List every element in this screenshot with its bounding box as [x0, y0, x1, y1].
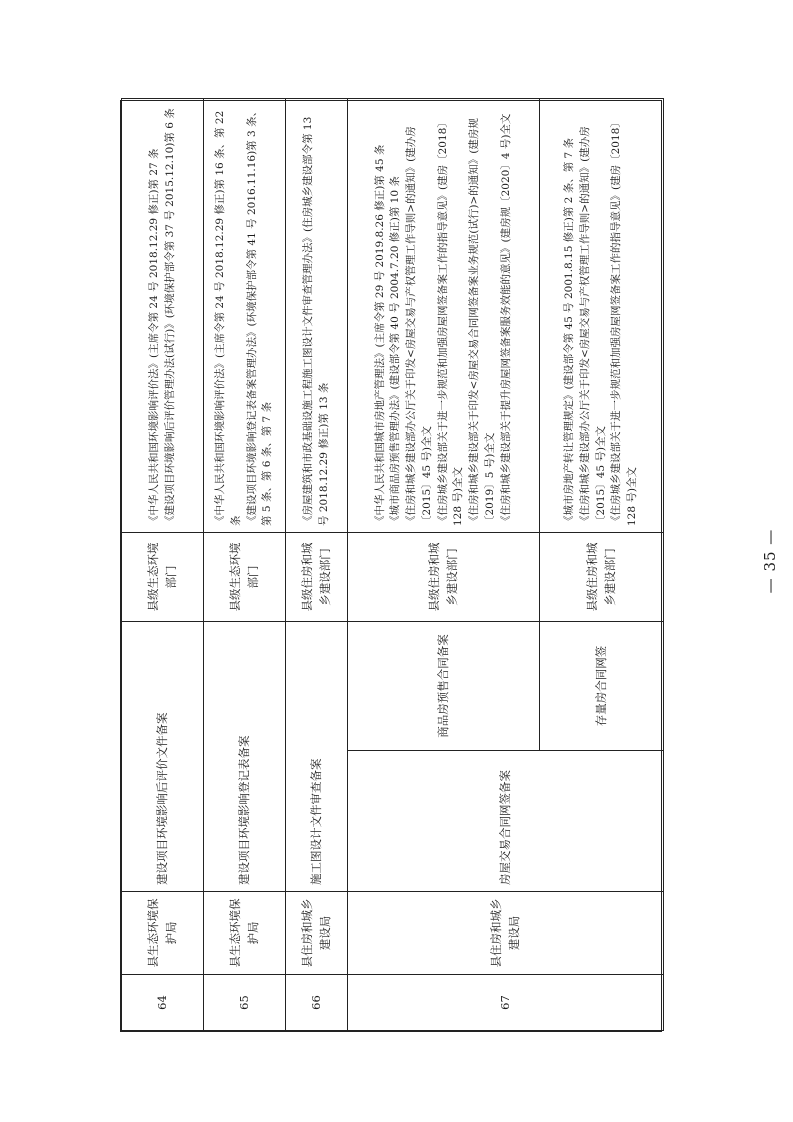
- basis-line: 《中华人民共和国城市房地产管理法》(主席令第 29 号 2019.8.26 修正)第 45 条: [373, 144, 386, 526]
- rotated-page-area: [120, 100, 662, 1032]
- basis-line: 《住房和城乡建设部关于提升房屋网签备案服务效能的意见》(建房规〔2020〕4 号)全文: [499, 113, 512, 526]
- basis-line: 《建设项目环境影响登记表备案管理办法》(环境保护部令第 41 号 2016.11.16)第 3 条、第 5 条、第 6 条、第 7 条: [245, 105, 274, 526]
- basis-line: 《中华人民共和国环境影响评价法》(主席令第 24 号 2018.12.29 修正)第 27 条: [147, 148, 160, 526]
- basis-cell: [204, 99, 286, 533]
- row-number: 65: [204, 975, 286, 1031]
- level-cell: 县级生态环境部门: [122, 533, 204, 622]
- sub-item-cell: 存量房合同网签: [540, 622, 664, 751]
- row-number: 64: [122, 975, 204, 1031]
- item-table-frame: [120, 100, 662, 1032]
- basis-line: 《住房城乡建设部关于进一步规范和加强房屋网签备案工作的指导意见》(建房〔2018〕128 号)全文: [610, 117, 639, 526]
- department-cell: 县住房和城乡建设局: [348, 892, 664, 975]
- basis-line: 《中华人民共和国环境影响评价法》(主席令第 24 号 2018.12.29 修正)第 16 条、第 22 条: [214, 110, 242, 526]
- department-cell: 县生态环境保护局: [122, 892, 204, 975]
- basis-line: 《城市房地产转让管理规定》(建设部令第 45 号 2001.8.15 修正)第 2 条、第 7 条: [563, 137, 576, 526]
- table-row: [204, 99, 286, 1031]
- table-row: [348, 99, 540, 1031]
- item-name-cell: 建设项目环境影响登记表备案: [204, 622, 286, 892]
- basis-line: 《建设项目环境影响后评价管理办法(试行)》(环境保护部令第 37 号 2015.12.10)第 6 条: [163, 108, 176, 526]
- basis-cell: [348, 99, 540, 533]
- basis-cell: [540, 99, 664, 533]
- basis-line: 《住房和城乡建设部关于印发<房屋交易合同网签备案业务规范(试行)>的通知》(建房规〔2019〕5 号)全文: [468, 118, 496, 526]
- table-row: [122, 99, 204, 1031]
- level-cell: 县级住房和城乡建设部门: [348, 533, 540, 622]
- row-number: 66: [286, 975, 348, 1031]
- basis-line: 《住房城乡建设部关于进一步规范和加强房屋网签备案工作的指导意见》(建房〔2018〕128 号)全文: [436, 117, 465, 526]
- basis-cell: [286, 99, 348, 533]
- item-name-cell: 建设项目环境影响后评价文件备案: [122, 622, 204, 892]
- item-table: [121, 98, 664, 1031]
- page-number: — 35 —: [761, 528, 779, 594]
- sub-item-cell: 商品房预售合同备案: [348, 622, 540, 751]
- item-name-cell: 房屋交易合同网签备案: [348, 751, 664, 892]
- department-cell: 县生态环境保护局: [204, 892, 286, 975]
- table-row: [286, 99, 348, 1031]
- basis-line: 《住房和城乡建设部办公厅关于印发<房屋交易与产权管理工作导则>的通知》(建办房〔2015〕45 号)全文: [405, 126, 433, 526]
- basis-line: 《房屋建筑和市政基础设施工程施工图设计文件审查管理办法》(住房城乡建设部令第 13 号 2018.12.29 修正)第 13 条: [301, 116, 330, 526]
- basis-line: 《住房和城乡建设部办公厅关于印发<房屋交易与产权管理工作导则>的通知》(建办房〔2015〕45 号)全文: [578, 126, 607, 526]
- department-cell: 县住房和城乡建设局: [286, 892, 348, 975]
- level-cell: 县级住房和城乡建设部门: [540, 533, 664, 622]
- basis-line: 《城市商品房预售管理办法》(建设部令第 40 号 2004.7.20 修正)第 10 条: [389, 176, 402, 526]
- level-cell: 县级生态环境部门: [204, 533, 286, 622]
- row-number: 67: [348, 975, 664, 1031]
- level-cell: 县级住房和城乡建设部门: [286, 533, 348, 622]
- item-name-cell: 施工图设计文件审查备案: [286, 622, 348, 892]
- basis-cell: [122, 99, 204, 533]
